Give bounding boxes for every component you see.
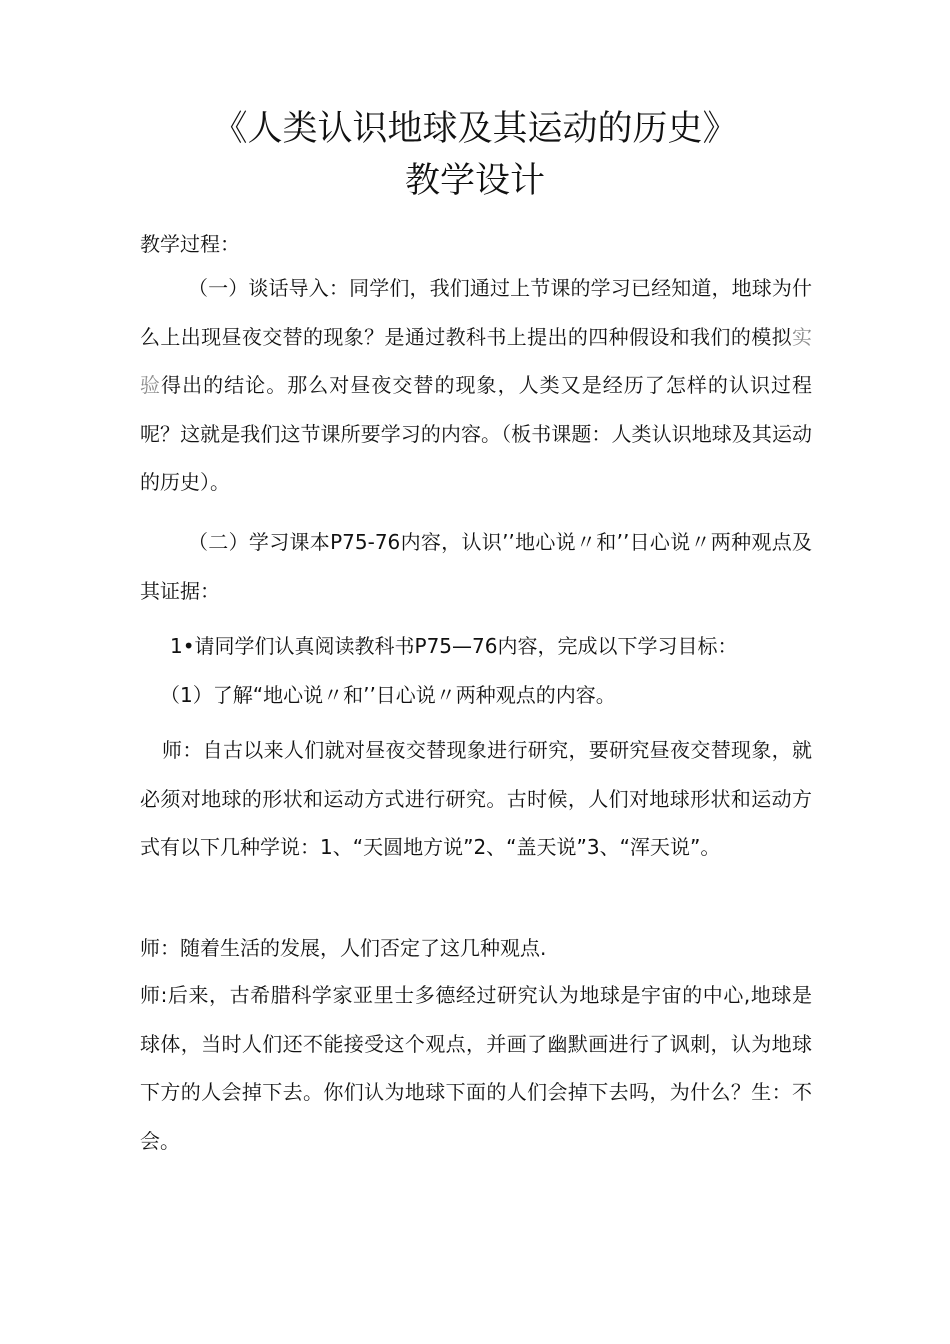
teacher-paragraph: 师:后来，古希腊科学家亚里士多德经过研究认为地球是宇宙的中心,地球是球体，当时人们还不能接受这个观点，并画了幽默画进行了讽刺，认为地球下方的人会掉下去。你们认为地球下面的人们会掉下去吗，为什么？生：不会。 [140, 983, 812, 1153]
intro-text-start: （一）谈话导入：同学们，我们通过上节课的学习已经知道，地球为什么上出现昼夜交替的现象？是通过教科书上提出的四种假设和我们的模拟 [140, 276, 812, 349]
highlighted-word: 实验 [140, 324, 812, 397]
learning-goal-item: （1）了解“地心说〃和’’日心说〃两种观点的内容。 [160, 683, 616, 707]
section-heading: （二）学习课本P75-76内容，认识’’地心说〃和’’日心说〃两种观点及其证据： [140, 530, 812, 603]
document-subtitle: 教学设计 [404, 161, 545, 201]
learning-goal: 1•请同学们认真阅读教科书P75—76内容，完成以下学习目标： [170, 634, 738, 658]
intro-text-end: 得出的结论。那么对昼夜交替的现象，人类又是经历了怎样的认识过程呢？这就是我们这节课所要学习的内容。（板书课题：人类认识地球及其运动的历史）。 [140, 373, 813, 494]
intro-paragraph [140, 264, 812, 507]
document-title: 《人类认识地球及其运动的历史》 [212, 109, 738, 149]
teacher-paragraph: 师：随着生活的发展，人们否定了这几种观点. [140, 936, 547, 960]
section-label: 教学过程： [140, 232, 240, 256]
teacher-paragraph: 师：自古以来人们就对昼夜交替现象进行研究，要研究昼夜交替现象，就必须对地球的形状和运动方式进行研究。古时候，人们对地球形状和运动方式有以下几种学说：1、“天圆地方说”2、“盖天说”3、“浑天说”。 [140, 738, 812, 859]
